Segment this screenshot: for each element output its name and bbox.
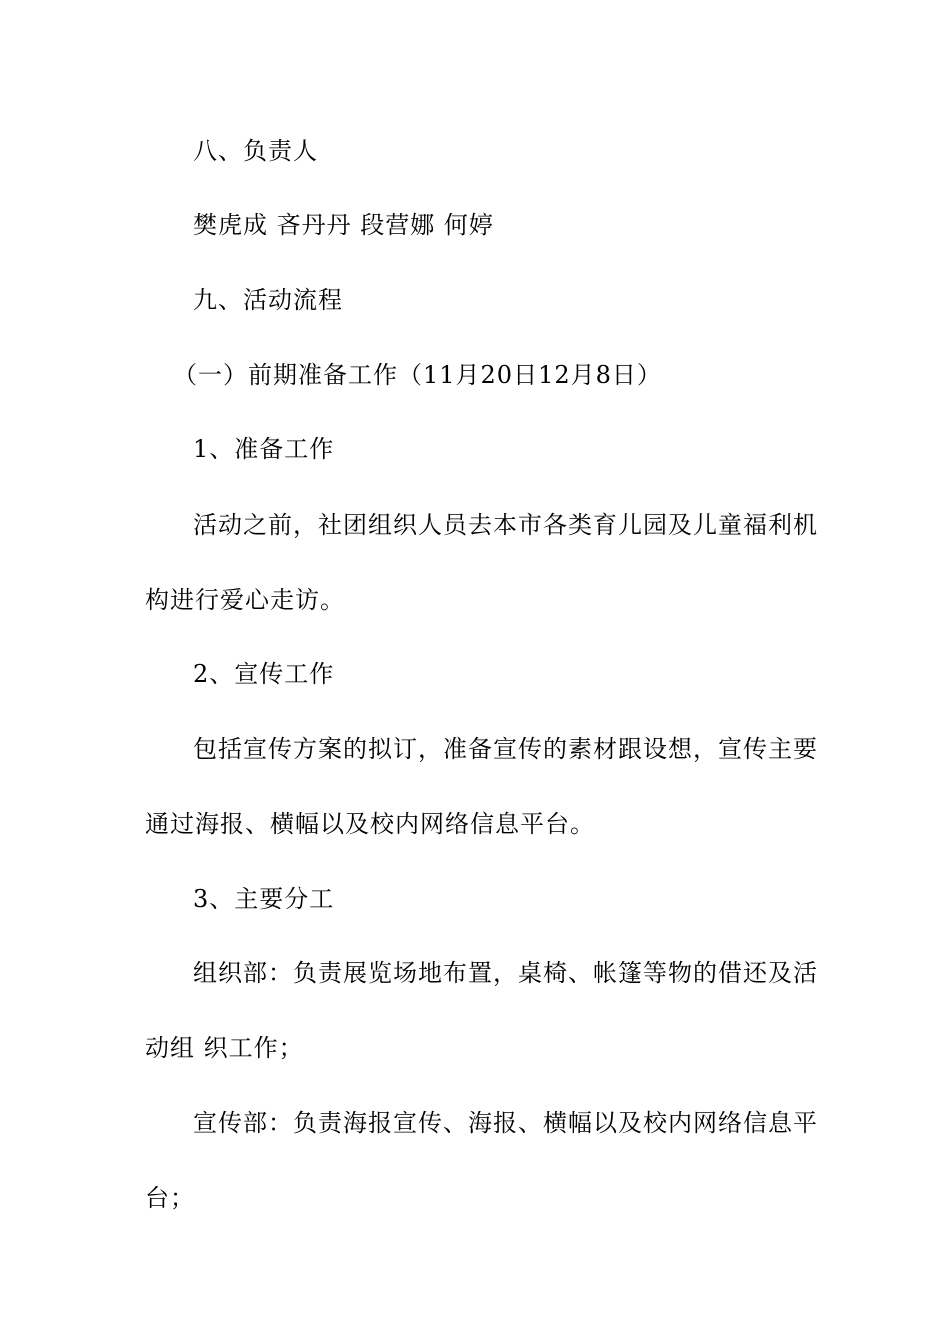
paragraph-visit-line1: 活动之前，社团组织人员去本市各类育儿园及儿童福利机 xyxy=(193,511,818,539)
paragraph-organization-line2: 动组 织工作； xyxy=(145,1034,304,1062)
subheading-preparation: （一）前期准备工作（11月20日12月8日） xyxy=(173,361,662,389)
item-preparation-work: 1、准备工作 xyxy=(193,435,335,463)
heading-activity-process: 九、活动流程 xyxy=(193,286,343,314)
item-division-of-labor: 3、主要分工 xyxy=(193,885,335,913)
paragraph-organization-line1: 组织部：负责展览场地布置，桌椅、帐篷等物的借还及活 xyxy=(193,959,818,987)
responsible-names: 樊虎成 吝丹丹 段营娜 何婷 xyxy=(193,211,494,239)
paragraph-publicity-dept-line2: 台； xyxy=(145,1184,195,1212)
paragraph-publicity-line1: 包括宣传方案的拟订，准备宣传的素材跟设想，宣传主要 xyxy=(193,735,818,763)
paragraph-publicity-line2: 通过海报、横幅以及校内网络信息平台。 xyxy=(145,810,595,838)
paragraph-publicity-dept-line1: 宣传部：负责海报宣传、海报、横幅以及校内网络信息平 xyxy=(193,1109,818,1137)
heading-responsible-person: 八、负责人 xyxy=(193,137,318,165)
item-publicity-work: 2、宣传工作 xyxy=(193,660,335,688)
paragraph-visit-line2: 构进行爱心走访。 xyxy=(145,586,345,614)
